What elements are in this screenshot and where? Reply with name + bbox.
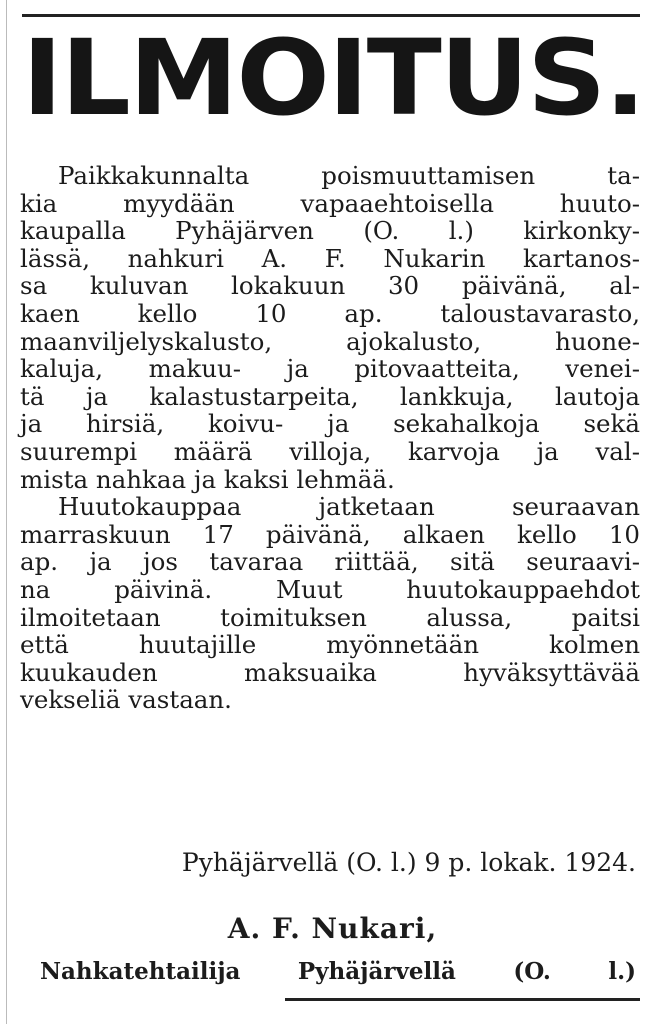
text-line: tä ja kalastustarpeita, lankkuja, lautoja — [20, 381, 640, 411]
text-line: mista nahkaa ja kaksi lehmää. — [20, 464, 395, 494]
bottom-rule — [285, 998, 640, 1001]
text-line: lässä, nahkuri A. F. Nukarin kartanos- — [20, 243, 640, 273]
paragraph-1 — [20, 162, 640, 493]
text-line: suurempi määrä villoja, karvoja ja val- — [20, 436, 640, 466]
dateline: Pyhäjärvellä (O. l.) 9 p. lokak. 1924. — [181, 848, 636, 877]
text-line: kaen kello 10 ap. taloustavarasto, — [20, 298, 640, 328]
text-line: kaupalla Pyhäjärven (O. l.) kirkonky- — [20, 216, 640, 246]
signature-occupation: Nahkatehtailija Pyhäjärvellä (O. l.) — [40, 958, 636, 985]
text-line: että huutajille myönnetään kolmen — [20, 630, 640, 660]
text-line: kaluja, makuu- ja pitovaatteita, venei- — [20, 354, 640, 384]
paragraph-2 — [20, 493, 640, 714]
text-line: vekseliä vastaan. — [20, 685, 232, 715]
text-line: kia myydään vapaaehtoisella huuto- — [20, 188, 640, 218]
text-line: ap. ja jos tavaraa riittää, sitä seuraavi- — [20, 547, 640, 577]
text-line: ja hirsiä, koivu- ja sekahalkoja sekä — [20, 409, 640, 439]
ad-body — [20, 162, 640, 714]
text-line: na päivinä. Muut huutokauppaehdot — [20, 574, 640, 604]
text-line: Paikkakunnalta poismuuttamisen ta- — [58, 161, 640, 190]
text-line: kuukauden maksuaika hyväksyttävää — [20, 657, 640, 687]
signature-name: A. F. Nukari, — [227, 912, 438, 945]
text-line: ilmoitetaan toimituksen alussa, paitsi — [20, 602, 640, 632]
ad-headline: ILMOITUS. — [21, 17, 645, 139]
page-edge — [6, 0, 7, 1024]
text-line: sa kuluvan lokakuun 30 päivänä, al- — [20, 271, 640, 301]
text-line: Huutokauppaa jatketaan seuraavan — [58, 492, 640, 522]
text-line: marraskuun 17 päivänä, alkaen kello 10 — [20, 519, 640, 549]
text-line: maanviljelyskalusto, ajokalusto, huone- — [20, 326, 640, 356]
